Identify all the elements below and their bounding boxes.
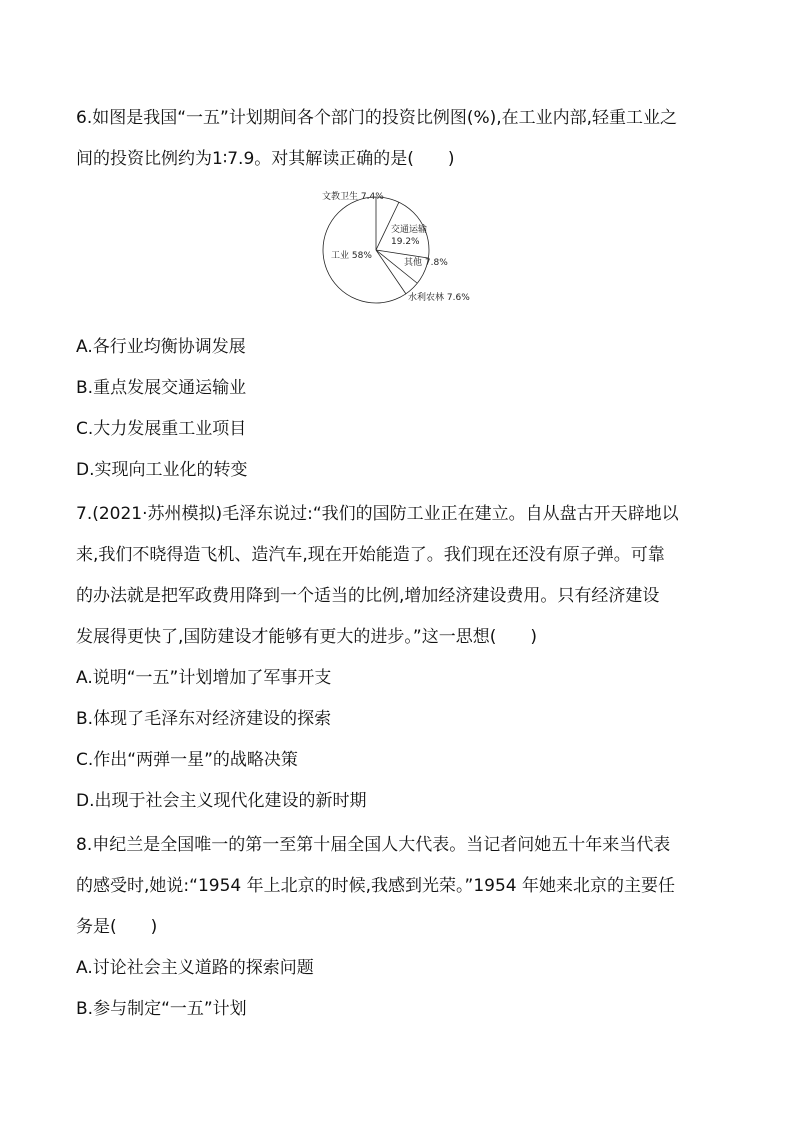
investment-pie-chart (318, 186, 488, 308)
q7-option-d[interactable]: D.出现于社会主义现代化建设的新时期 (76, 791, 367, 811)
slice-label-culture: 文教卫生 7.4% (322, 192, 384, 202)
q8-option-b[interactable]: B.参与制定“一五”计划 (76, 999, 247, 1019)
q6-option-a[interactable]: A.各行业均衡协调发展 (76, 337, 246, 357)
slice-label-industry: 工业 58% (331, 251, 372, 261)
q6-option-c[interactable]: C.大力发展重工业项目 (76, 419, 247, 439)
q7-stem-line-4: 发展得更快了,国防建设才能够有更大的进步。”这一思想( ) (76, 627, 537, 647)
q6-option-d[interactable]: D.实现向工业化的转变 (76, 460, 248, 480)
q6-stem-line-1: 6.如图是我国“一五”计划期间各个部门的投资比例图(%),在工业内部,轻重工业之 (76, 108, 678, 128)
slice-label-agriculture: 水利农林 7.6% (408, 293, 470, 303)
slice-label-other: 其他 7.8% (404, 258, 448, 268)
slice-value-transport: 19.2% (391, 237, 420, 247)
q7-stem-line-2: 来,我们不晓得造飞机、造汽车,现在开始能造了。我们现在还没有原子弹。可靠 (76, 545, 665, 565)
q8-stem-line-3: 务是( ) (76, 917, 158, 937)
q7-stem-line-1: 7.(2021·苏州模拟)毛泽东说过:“我们的国防工业正在建立。自从盘古开天辟地以 (76, 504, 679, 524)
slice-divider-5 (376, 250, 406, 294)
slice-label-transport: 交通运输 (391, 225, 428, 235)
q8-stem-line-1: 8.申纪兰是全国唯一的第一至第十届全国人大代表。当记者问她五十年来当代表 (76, 835, 671, 855)
q7-option-a[interactable]: A.说明“一五”计划增加了军事开支 (76, 668, 332, 688)
q8-stem-line-2: 的感受时,她说:“1954 年上北京的时候,我感到光荣。”1954 年她来北京的主要任 (76, 876, 675, 896)
q6-option-b[interactable]: B.重点发展交通运输业 (76, 378, 247, 398)
q6-stem-line-2: 间的投资比例约为1∶7.9。对其解读正确的是( ) (76, 149, 455, 169)
q7-stem-line-3: 的办法就是把军政费用降到一个适当的比例,增加经济建设费用。只有经济建设 (76, 586, 660, 606)
q8-option-a[interactable]: A.讨论社会主义道路的探索问题 (76, 958, 314, 978)
q7-option-c[interactable]: C.作出“两弹一星”的战略决策 (76, 750, 298, 770)
q7-option-b[interactable]: B.体现了毛泽东对经济建设的探索 (76, 709, 332, 729)
slice-divider-3 (376, 250, 428, 258)
